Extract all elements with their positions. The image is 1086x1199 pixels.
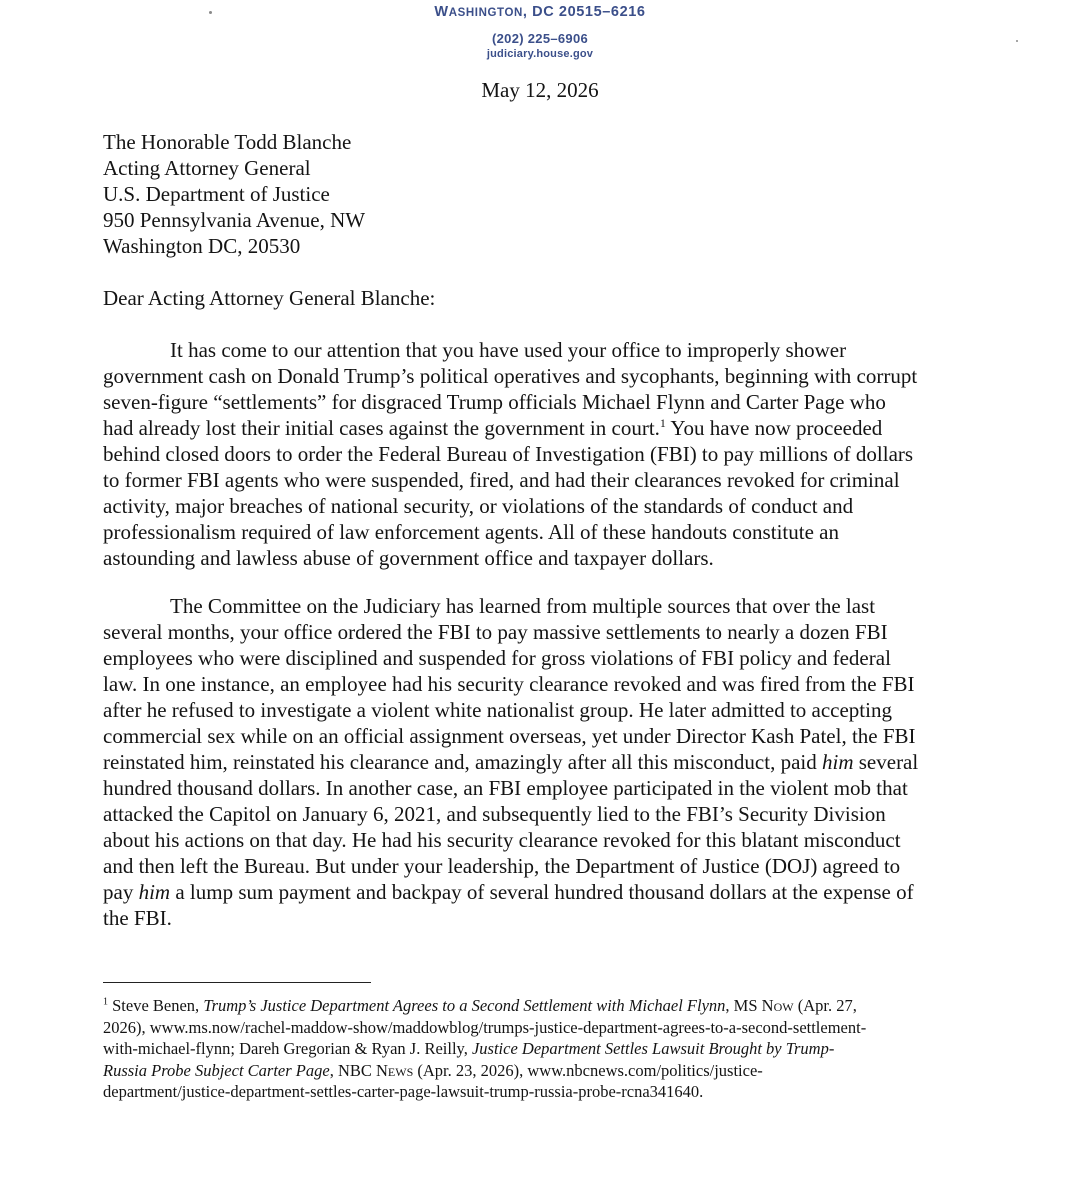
recipient-line: The Honorable Todd Blanche [103, 130, 352, 154]
salutation: Dear Acting Attorney General Blanche: [103, 286, 436, 310]
text-line: after he refused to investigate a violent white nationalist group. He later admitted to accepting [103, 698, 892, 722]
recipient-line: 950 Pennsylvania Avenue, NW [103, 208, 366, 232]
recipient-line: Acting Attorney General [103, 156, 311, 180]
text-line: professionalism required of law enforcement agents. All of these handouts constitute an [103, 520, 839, 544]
letterhead-phone: (202) 225–6906 [492, 31, 588, 46]
scan-speck [1016, 40, 1018, 42]
text-line: activity, major breaches of national security, or violations of the standards of conduct and [103, 494, 854, 518]
text-line: The Committee on the Judiciary has learned from multiple sources that over the last [170, 594, 876, 618]
paragraph-1 [103, 337, 983, 571]
letterhead-address: WASHINGTON, DC 20515–6216 [434, 4, 646, 20]
footnote-divider [103, 982, 371, 983]
text-line: the FBI. [103, 906, 172, 930]
text-line: astounding and lawless abuse of government office and taxpayer dollars. [103, 546, 714, 570]
recipient-block [103, 129, 365, 259]
footnote-line: with-michael-flynn; Dareh Gregorian & Ryan J. Reilly, Justice Department Settles Lawsuit Brought by Trump- [103, 1039, 835, 1058]
letterhead-website: judiciary.house.gov [486, 48, 594, 60]
recipient-line: U.S. Department of Justice [103, 182, 330, 206]
text-line: behind closed doors to order the Federal Bureau of Investigation (FBI) to pay millions of dollars [103, 442, 914, 466]
text-line: to former FBI agents who were suspended, fired, and had their clearances revoked for criminal [103, 468, 900, 492]
text-line: and then left the Bureau. But under your leadership, the Department of Justice (DOJ) agreed to [103, 854, 901, 878]
text-line: law. In one instance, an employee had his security clearance revoked and was fired from the FBI [103, 672, 915, 696]
recipient-line: Washington DC, 20530 [103, 234, 301, 258]
text-line: seven-figure “settlements” for disgraced Trump officials Michael Flynn and Carter Page who [103, 390, 886, 414]
text-line: several months, your office ordered the FBI to pay massive settlements to nearly a dozen FBI [103, 620, 888, 644]
text-line: had already lost their initial cases against the government in court.$^1$ You have now proceeded [103, 416, 883, 440]
footnote-line: 2026), www.ms.now/rachel-maddow-show/maddowblog/trumps-justice-department-agrees-to-a-second-settlement- [103, 1017, 867, 1037]
text-line: reinstated him, reinstated his clearance and, amazingly after all this misconduct, paid him several [103, 750, 919, 774]
text-line: attacked the Capitol on January 6, 2021, and subsequently lied to the FBI’s Security Division [103, 802, 886, 826]
text-line: It has come to our attention that you have used your office to improperly shower [170, 338, 847, 362]
text-line: hundred thousand dollars. In another case, an FBI employee participated in the violent mob that [103, 776, 908, 800]
text-line: pay him a lump sum payment and backpay of several hundred thousand dollars at the expense of [103, 880, 914, 904]
text-line: about his actions on that day. He had his security clearance revoked for this blatant misconduct [103, 828, 901, 852]
footnote-line: $^1$ Steve Benen, Trump’s Justice Department Agrees to a Second Settlement with Michael Flynn, MS Now (Apr. 27, [103, 996, 857, 1015]
footnote-line: Russia Probe Subject Carter Page, NBC News (Apr. 23, 2026), www.nbcnews.com/politics/justice- [103, 1060, 763, 1080]
text-line: employees who were disciplined and suspended for gross violations of FBI policy and federal [103, 646, 891, 670]
paragraph-2 [103, 593, 983, 931]
letter-date: May 12, 2026 [481, 78, 599, 102]
footnote-line: department/justice-department-settles-carter-page-lawsuit-trump-russia-probe-rcna341640. [103, 1082, 704, 1101]
footnote-ref: 1 [659, 416, 666, 430]
text-line: government cash on Donald Trump’s political operatives and sycophants, beginning with corrupt [103, 364, 918, 388]
footnote-1 [103, 995, 983, 1103]
scan-speck [209, 11, 212, 14]
text-line: commercial sex while on an official assignment overseas, yet under Director Kash Patel, the FBI [103, 724, 916, 748]
